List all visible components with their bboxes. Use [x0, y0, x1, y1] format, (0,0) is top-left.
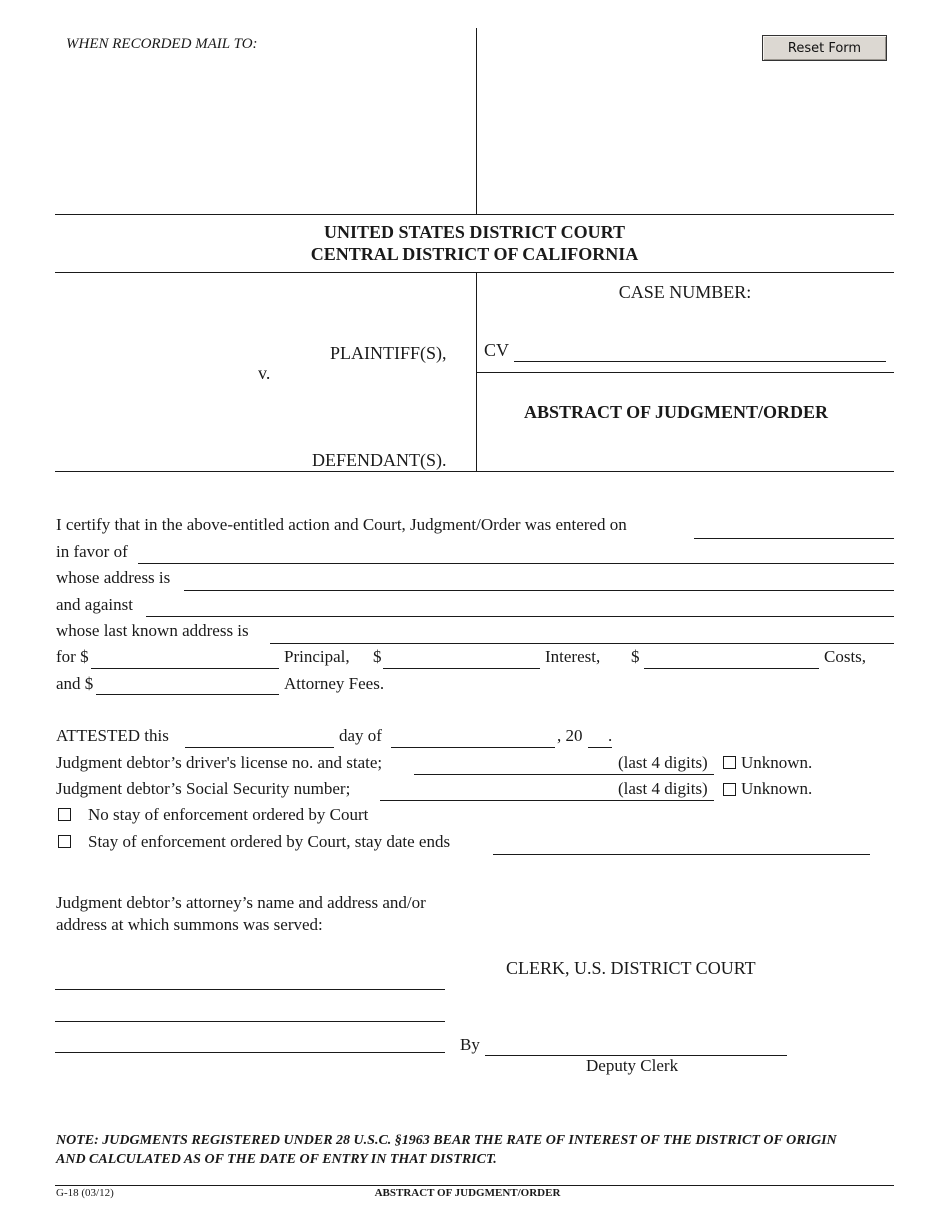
rule-caption-bottom: [55, 471, 894, 472]
defendants-label: DEFENDANT(S).: [312, 450, 447, 470]
no-stay-checkbox[interactable]: [58, 808, 71, 821]
costs-label: Costs,: [824, 647, 867, 666]
in-favor-label: in favor of: [56, 542, 128, 561]
rule-court-top: [55, 214, 894, 215]
interest-dollar-label: $: [373, 647, 382, 666]
day-of-label: day of: [339, 726, 382, 745]
stay-label: Stay of enforcement ordered by Court, stay date ends: [88, 832, 451, 851]
ssn-field[interactable]: [380, 800, 714, 801]
case-prefix: CV: [484, 340, 510, 360]
plaintiffs-label: PLAINTIFF(S),: [330, 343, 447, 363]
license-unknown-checkbox[interactable]: [723, 756, 736, 769]
license-unknown-label: Unknown.: [741, 753, 813, 772]
creditor-address-label: whose address is: [56, 568, 171, 587]
attorney-field-line2[interactable]: [55, 1021, 445, 1022]
attorney-fees-field[interactable]: [96, 694, 279, 695]
interest-label: Interest,: [545, 647, 601, 666]
debtor-address-label: whose last known address is: [56, 621, 249, 640]
versus-label: v.: [258, 363, 271, 383]
ssn-unknown-checkbox[interactable]: [723, 783, 736, 796]
costs-field[interactable]: [644, 668, 819, 669]
license-last4-label: (last 4 digits): [618, 753, 708, 772]
case-number-label: CASE NUMBER:: [618, 282, 752, 302]
year-suffix: .: [608, 726, 613, 745]
document-title: ABSTRACT OF JUDGMENT/ORDER: [523, 402, 829, 422]
license-field[interactable]: [414, 774, 714, 775]
principal-field[interactable]: [91, 668, 279, 669]
attested-label: ATTESTED this: [56, 726, 169, 745]
footer-rule: [55, 1185, 894, 1186]
note-line1: NOTE: JUDGMENTS REGISTERED UNDER 28 U.S.C. §1963 BEAR THE RATE OF INTEREST OF THE DISTRICT OF ORIGIN: [56, 1133, 837, 1148]
license-label: Judgment debtor’s driver's license no. and state;: [56, 753, 383, 772]
attested-day-field[interactable]: [185, 747, 334, 748]
attested-month-field[interactable]: [391, 747, 555, 748]
attorney-label-line1: Judgment debtor’s attorney’s name and address and/or: [56, 893, 426, 912]
ssn-last4-label: (last 4 digits): [618, 779, 708, 798]
stay-date-field[interactable]: [493, 854, 870, 855]
certify-text: I certify that in the above-entitled action and Court, Judgment/Order was entered on: [56, 515, 627, 534]
principal-dollar-label: for $: [56, 647, 89, 666]
by-label: By: [460, 1035, 480, 1054]
case-number-underline: [514, 361, 886, 362]
judgment-date-field[interactable]: [694, 538, 894, 539]
debtor-address-field[interactable]: [270, 643, 894, 644]
rule-case-bottom: [476, 372, 894, 373]
attorney-field-line3[interactable]: [55, 1052, 445, 1053]
clerk-title: CLERK, U.S. DISTRICT COURT: [506, 958, 756, 978]
reset-form-button[interactable]: Reset Form: [762, 35, 887, 61]
attorney-label-line2: address at which summons was served:: [56, 915, 323, 934]
principal-label: Principal,: [284, 647, 350, 666]
rule-court-bottom: [55, 272, 894, 273]
attested-year-field[interactable]: [588, 747, 612, 748]
no-stay-label: No stay of enforcement ordered by Court: [88, 805, 369, 824]
in-favor-field[interactable]: [138, 563, 894, 564]
court-name-line1: UNITED STATES DISTRICT COURT: [324, 222, 625, 242]
ssn-label: Judgment debtor’s Social Security number;: [56, 779, 351, 798]
footer-title: ABSTRACT OF JUDGMENT/ORDER: [374, 1187, 561, 1199]
against-label: and against: [56, 595, 133, 614]
costs-dollar-label: $: [631, 647, 640, 666]
form-code: G-18 (03/12): [56, 1187, 114, 1199]
ssn-unknown-label: Unknown.: [741, 779, 813, 798]
interest-field[interactable]: [383, 668, 540, 669]
against-field[interactable]: [146, 616, 894, 617]
header-divider: [476, 28, 477, 214]
stay-checkbox[interactable]: [58, 835, 71, 848]
deputy-clerk-label: Deputy Clerk: [586, 1056, 679, 1075]
attorney-field-line1[interactable]: [55, 989, 445, 990]
court-name-line2: CENTRAL DISTRICT OF CALIFORNIA: [310, 244, 639, 264]
note-line2: AND CALCULATED AS OF THE DATE OF ENTRY IN THAT DISTRICT.: [56, 1152, 497, 1167]
attorney-fees-label: Attorney Fees.: [284, 674, 385, 693]
fees-dollar-label: and $: [56, 674, 94, 693]
year-prefix: , 20: [557, 726, 583, 745]
creditor-address-field[interactable]: [184, 590, 894, 591]
mail-to-label: WHEN RECORDED MAIL TO:: [66, 36, 258, 52]
